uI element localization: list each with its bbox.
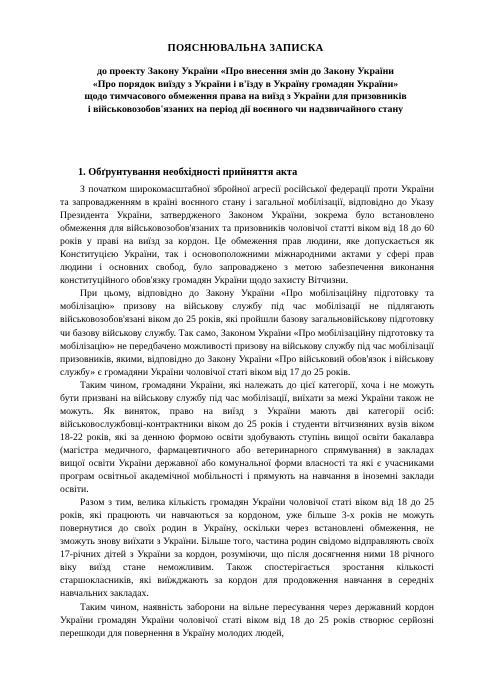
paragraph: При цьому, відповідно до Закону України «Про мобілізаційну підготовку та мобілізацію» призову на військову службу під час мобілізації не підлягають військовозобов'язані віком до 25 років, які пройшли базову загальновійськову підготовку чи базову військову службу. Так само, Законом України «Про мобілізаційну підготовку та мобілізацію» не передбачено можливості призову на військову службу під час мобілізації призовників, якими, відповідно до Закону України «Про військовий обов'язок і військову службу» є громадяни України чоловічої статі віком від 17 до 25 років. [60, 288, 434, 378]
subtitle-line: щодо тимчасового обмеження права на виїзд з України для призовників [84, 91, 407, 102]
subtitle-line: і військовозобов'язаних на період дії воєнного чи надзвичайного стану [87, 103, 404, 115]
document-title: ПОЯСНЮВАЛЬНА ЗАПИСКА [167, 43, 324, 54]
paragraph: З початком широкомасштабної збройної агресії російської федерації проти України та запровадженням в країні воєнного стану і загальної мобілізації, відповідно до Указу Президента України, затвердженого Законом України, зокрема було встановлено обмеження для військовозобов'язаних та призовників чоловічої статті віком від 18 до 60 років у праві на виїзд за кордон. Це обмеження прав людини, яке допускається як Конституцією України, так і основоположними міжнародними актами у сфері прав людини і основних свобод, було запроваджено з метою забезпечення виконання конституційного обов'язку громадян України щодо захисту Вітчизни. [60, 184, 434, 287]
body-text [60, 183, 434, 640]
paragraph: Таким чином, громадяни України, які належать до цієї категорії, хоча і не можуть бути призвані на військову службу під час мобілізації, виїхати за межі України також не можуть. Як виняток, право на виїзд з України мають дві категорії осіб: військовослужбовці-контрактники віком до 25 років і студенти вітчизняних вузів віком 18-22 років, які за денною формою освіти здобувають ступінь вищої освіти бакалавра (магістра медичного, фармацевтичного або ветеринарного спрямування) в закладах вищої освіти України державної або комунальної форми власності та які є учасниками програм освітньої академічної мобільності і прямують на навчання в іноземні заклади освіти. [60, 379, 434, 496]
paragraph: Таким чином, наявність заборони на вільне пересування через державний кордон України громадян України чоловічої статі віком від 18 до 25 років створює серйозні перешкоди для повернення в Україну молодих людей, [60, 601, 434, 639]
paragraph: Разом з тим, велика кількість громадян України чоловічої статі віком від 18 до 25 років, які працюють чи навчаються за кордоном, уже більше 3-х років не можуть повернутися до своїх родин в Україну, оскільки через встановлені обмеження, не зможуть знову виїхати з України. Більше того, частина родин свідомо відправляють своїх 17-річних дітей з України за кордон, розуміючи, що після досягнення ними 18 річного віку виїзд стане неможливим. Також спостерігається зростання кількості старшокласників, які виїжджають за кордон для продовження навчання в середніх навчальних закладах. [60, 497, 434, 600]
subtitle-line: до проекту Закону України «Про внесення змін до Закону України [96, 66, 394, 77]
subtitle-line: «Про порядок виїзду з України і в'їзду в Україну громадян України» [92, 78, 399, 90]
section-heading: 1. Обґрунтування необхідності прийняття акта [78, 167, 298, 178]
